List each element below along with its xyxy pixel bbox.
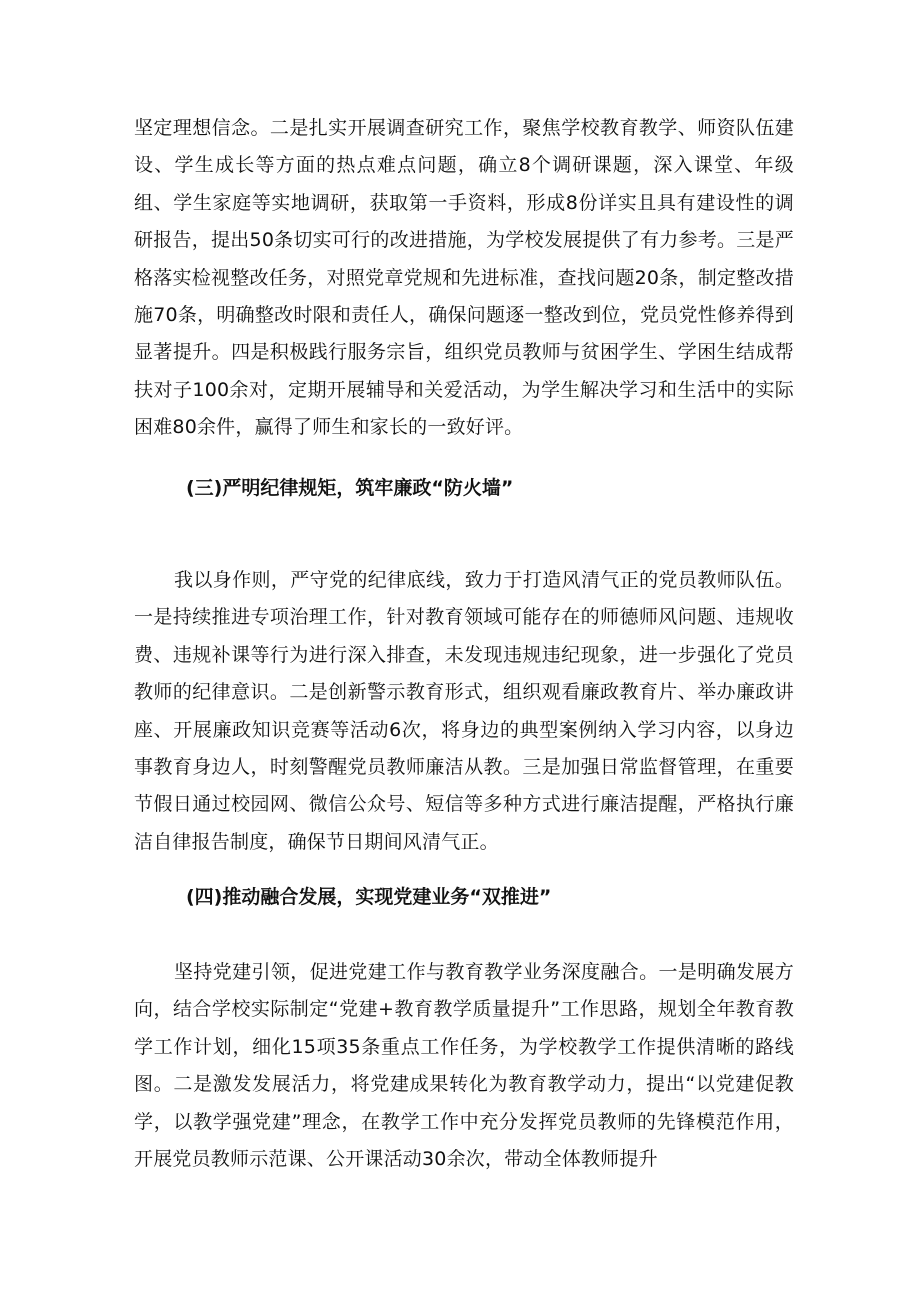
body-paragraph-3: 坚持党建引领，促进党建工作与教育教学业务深度融合。一是明确发展方向，结合学校实际制定“党建+教育教学质量提升”工作思路，规划全年教育教学工作计划，细化15项35条重点工作任务，为学校教学工作提供清晰的路线图。二是激发发展活力，将党建成果转化为教育教学动力，提出“以党建促教学，以教学强党建”理念，在教学工作中充分发挥党员教师的先锋模范作用，开展党员教师示范课、公开课活动30余次，带动全体教师提升: [134, 961, 794, 1171]
body-paragraph-1: 坚定理想信念。二是扎实开展调查研究工作，聚焦学校教育教学、师资队伍建设、学生成长等方面的热点难点问题，确立8个调研课题，深入课堂、年级组、学生家庭等实地调研，获取第一手资料，形成8份详实且具有建设性的调研报告，提出50条切实可行的改进措施，为学校发展提供了有力参考。三是严格落实检视整改任务，对照党章党规和先进标准，查找问题20条，制定整改措施70条，明确整改时限和责任人，确保问题逐一整改到位，党员党性修养得到显著提升。四是积极践行服务宗旨，组织党员教师与贫困学生、学困生结成帮扶对子100余对，定期开展辅导和关爱活动，为学生解决学习和生活中的实际困难80余件，赢得了师生和家长的一致好评。: [134, 117, 794, 439]
section-heading-4: (四)推动融合发展，实现党建业务“双推进”: [186, 886, 552, 908]
section-heading-3: (三)严明纪律规矩，筑牢廉政“防火墙”: [186, 477, 514, 499]
body-paragraph-2: 我以身作则，严守党的纪律底线，致力于打造风清气正的党员教师队伍。一是持续推进专项治理工作，针对教育领域可能存在的师德师风问题、违规收费、违规补课等行为进行深入排查，未发现违规违纪现象，进一步强化了党员教师的纪律意识。二是创新警示教育形式，组织观看廉政教育片、举办廉政讲座、开展廉政知识竞赛等活动6次，将身边的典型案例纳入学习内容，以身边事教育身边人，时刻警醒党员教师廉洁从教。三是加强日常监督管理，在重要节假日通过校园网、微信公众号、短信等多种方式进行廉洁提醒，严格执行廉洁自律报告制度，确保节日期间风清气正。: [134, 569, 794, 853]
